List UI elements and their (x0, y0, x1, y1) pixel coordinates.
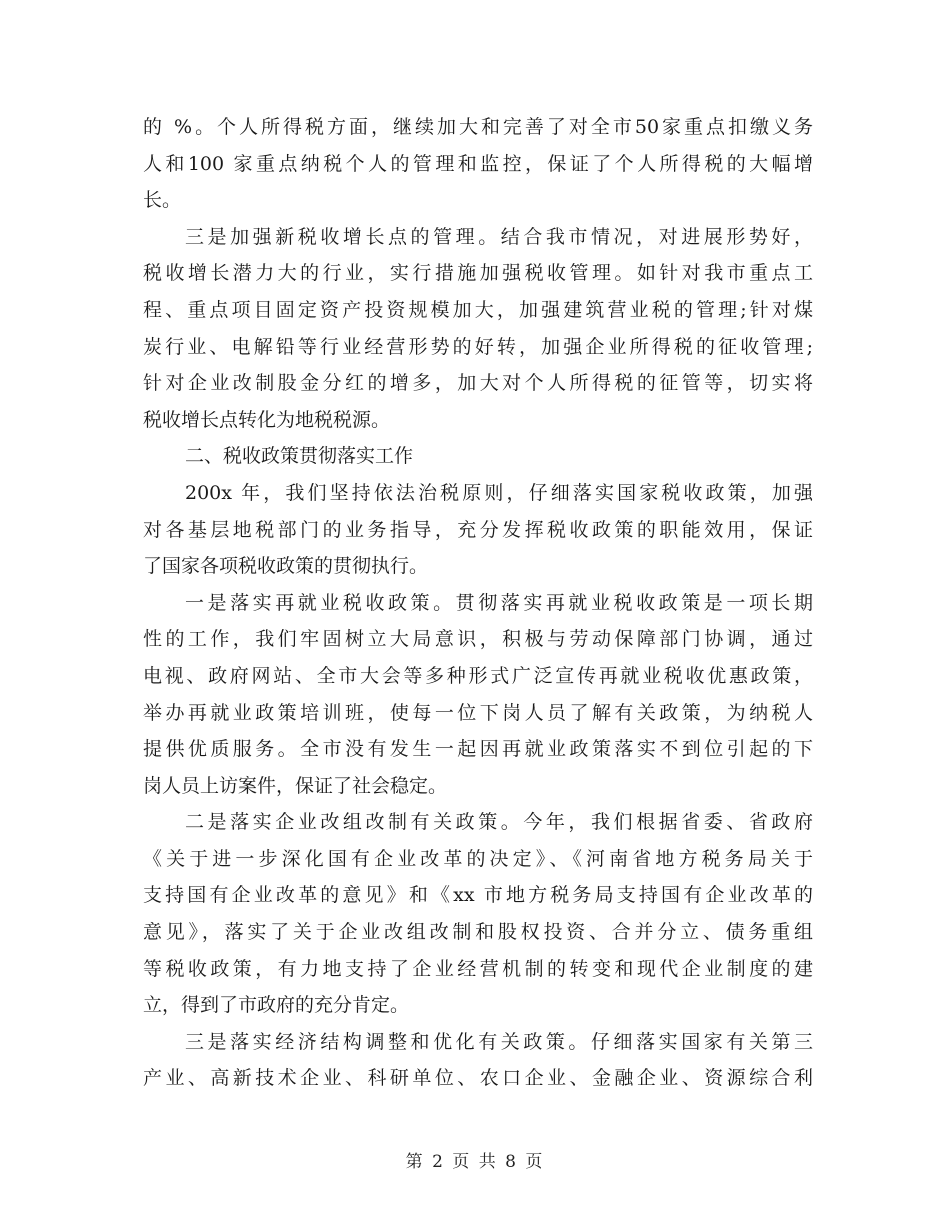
text-line: 电视、政府网站、全市大会等多种形式广泛宣传再就业税收优惠政策， (143, 664, 813, 687)
text-line: 二是落实企业改组改制有关政策。今年，我们根据省委、省政府 (185, 811, 813, 834)
text-line: 《关于进一步深化国有企业改革的决定》、《河南省地方税务局关于 (143, 847, 813, 870)
text-line: 举办再就业政策培训班，使每一位下岗人员了解有关政策，为纳税人 (143, 701, 813, 724)
text-line: 的 %。个人所得税方面，继续加大和完善了对全市50家重点扣缴义务 (143, 116, 813, 138)
text-line: 200x 年，我们坚持依法治税原则，仔细落实国家税收政策，加强 (185, 481, 813, 504)
document-body (143, 109, 813, 1097)
text-line: 一是落实再就业税收政策。贯彻落实再就业税收政策是一项长期 (185, 591, 813, 614)
text-line: 性的工作，我们牢固树立大局意识，积极与劳动保障部门协调，通过 (143, 628, 813, 651)
text-line: 炭行业、电解铅等行业经营形势的好转，加强企业所得税的征收管理; (143, 335, 813, 358)
text-line: 人和100 家重点纳税个人的管理和监控，保证了个人所得税的大幅增 (143, 152, 813, 175)
text-line: 意见》，落实了关于企业改组改制和股权投资、合并分立、债务重组 (143, 921, 813, 944)
text-line: 程、重点项目固定资产投资规模加大，加强建筑营业税的管理;针对煤 (143, 298, 813, 321)
text-line: 针对企业改制股金分红的增多，加大对个人所得税的征管等，切实将 (143, 372, 813, 395)
text-line: 长。 (143, 189, 182, 212)
text-line: 税收增长点转化为地税税源。 (143, 408, 391, 431)
text-line: 产业、高新技术企业、科研单位、农口企业、金融企业、资源综合利 (143, 1067, 813, 1090)
text-line: 等税收政策，有力地支持了企业经营机制的转变和现代企业制度的建 (143, 957, 813, 980)
text-line: 支持国有企业改革的意见》和《xx 市地方税务局支持国有企业改革的 (143, 884, 813, 907)
text-line: 了国家各项税收政策的贯彻执行。 (143, 555, 429, 578)
page-number-footer: 第 2 页 共 8 页 (405, 1152, 545, 1172)
text-line: 对各基层地税部门的业务指导，充分发挥税收政策的职能效用，保证 (143, 518, 813, 541)
text-line: 三是落实经济结构调整和优化有关政策。仔细落实国家有关第三 (185, 1030, 813, 1053)
text-line: 三是加强新税收增长点的管理。结合我市情况，对进展形势好， (185, 225, 813, 248)
text-line: 税收增长潜力大的行业，实行措施加强税收管理。如针对我市重点工 (143, 262, 813, 285)
text-line: 岗人员上访案件，保证了社会稳定。 (143, 774, 448, 797)
text-line: 立，得到了市政府的充分肯定。 (143, 994, 410, 1017)
text-line: 提供优质服务。全市没有发生一起因再就业政策落实不到位引起的下 (143, 738, 813, 761)
text-line: 二、税收政策贯彻落实工作 (185, 445, 414, 468)
